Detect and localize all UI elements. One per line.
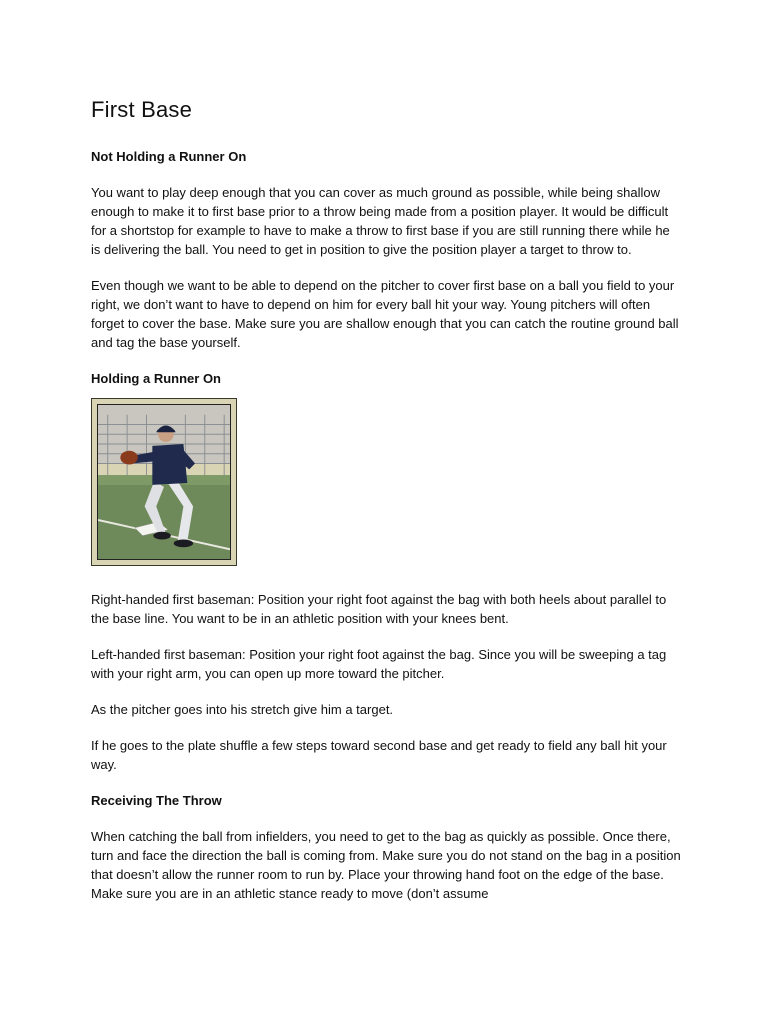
paragraph: As the pitcher goes into his stretch give him a target. <box>91 702 394 717</box>
paragraph: When catching the ball from infielders, you need to get to the bag as quickly as possible. Once there, turn and face the direction the ball is coming from. Make sure you do not stand on the bag in a position that doesn’t allow the runner room to run by. Place your throwing hand foot on the edge of the base. Make sure you are in an athletic stance ready to move (don’t assume <box>91 829 681 901</box>
paragraph: Right-handed first baseman: Position your right foot against the bag with both heels about parallel to the base line. You want to be in an athletic position with your knees bent. <box>91 592 667 626</box>
section-heading-receiving: Receiving The Throw <box>91 793 222 808</box>
document-page <box>91 95 681 920</box>
paragraph: Left-handed first baseman: Position your right foot against the bag. Since you will be sweeping a tag with your right arm, you can open up more toward the pitcher. <box>91 647 667 681</box>
photo-frame <box>97 404 231 560</box>
first-baseman-photo <box>91 398 237 566</box>
section-heading-holding: Holding a Runner On <box>91 371 221 386</box>
paragraph: You want to play deep enough that you can cover as much ground as possible, while being shallow enough to make it to first base prior to a throw being made from a position player. It would be difficult for a shortstop for example to have to make a throw to first base if you are still running there while he is delivering the ball. You need to get in position to give the position player a target to throw to. <box>91 185 670 257</box>
paragraph: If he goes to the plate shuffle a few steps toward second base and get ready to field any ball hit your way. <box>91 738 667 772</box>
paragraph: Even though we want to be able to depend on the pitcher to cover first base on a ball you field to your right, we don’t want to have to depend on him for every ball hit your way. Young pitchers will often forget to cover the base. Make sure you are shallow enough that you can catch the routine ground ball and tag the base yourself. <box>91 278 679 350</box>
document-title: First Base <box>91 97 193 122</box>
section-heading-not-holding: Not Holding a Runner On <box>91 149 247 164</box>
player-illustration <box>98 405 230 559</box>
